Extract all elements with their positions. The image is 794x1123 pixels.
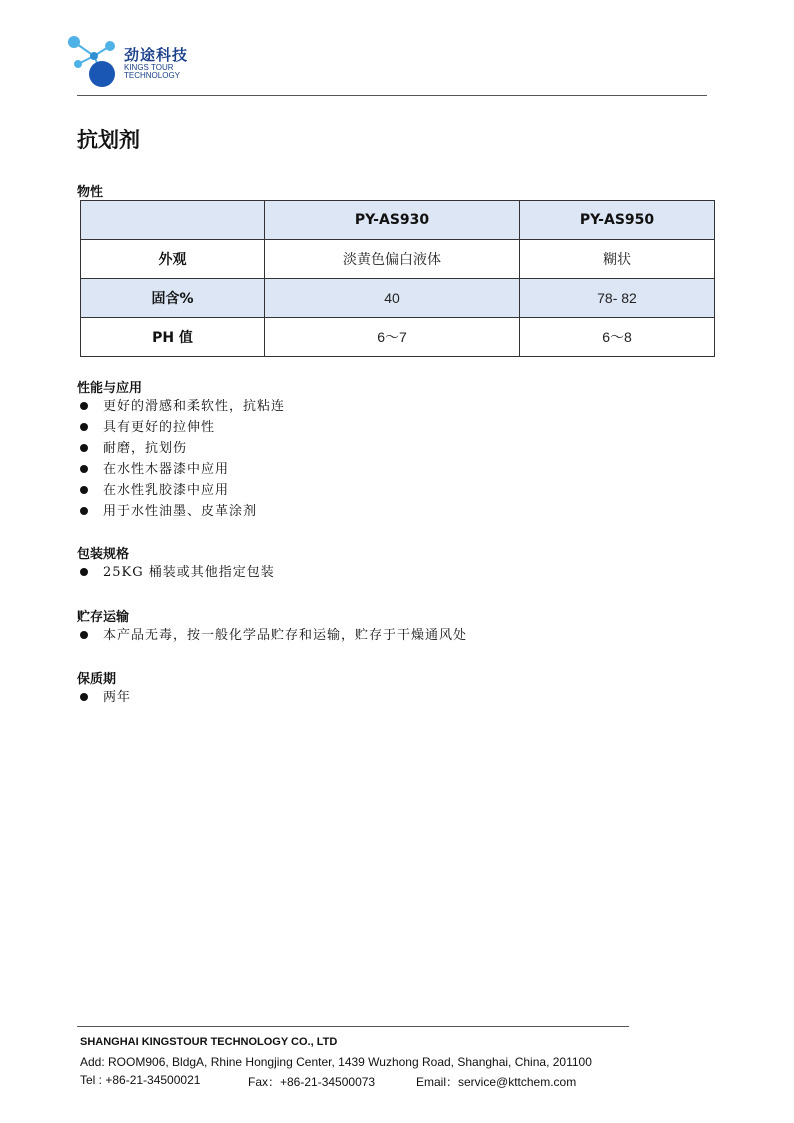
table-cell: 40 bbox=[265, 279, 520, 318]
row-label: PH 值 bbox=[81, 318, 265, 357]
table-header-cell: PY-AS930 bbox=[265, 201, 520, 240]
footer-address: Add: ROOM906, BldgA, Rhine Hongjing Center, 1439 Wuzhong Road, Shanghai, China, 201100 bbox=[80, 1055, 592, 1069]
page-title: 抗划剂 bbox=[77, 127, 140, 152]
footer-tel: Tel : +86-21-34500021 bbox=[80, 1073, 201, 1087]
list-item: 用于水性油墨、皮革涂剂 bbox=[77, 501, 285, 522]
performance-list bbox=[77, 396, 285, 522]
table-cell: 淡黄色偏白液体 bbox=[265, 240, 520, 279]
footer-company: SHANGHAI KINGSTOUR TECHNOLOGY CO., LTD bbox=[80, 1036, 338, 1048]
table-header-cell: PY-AS950 bbox=[520, 201, 715, 240]
row-label: 外观 bbox=[81, 240, 265, 279]
bullet-icon bbox=[80, 507, 88, 515]
bullet-icon bbox=[80, 631, 88, 639]
logo-name-en-line2: TECHNOLOGY bbox=[124, 71, 181, 80]
molecule-logo-icon bbox=[64, 32, 124, 88]
footer-divider bbox=[77, 1026, 629, 1027]
table-cell: 6～7 bbox=[265, 318, 520, 357]
footer-email: Email：service@kttchem.com bbox=[416, 1075, 577, 1089]
list-item: 在水性木器漆中应用 bbox=[77, 459, 285, 480]
logo-name-en-line1: KINGS TOUR bbox=[124, 63, 174, 72]
row-label: 固含% bbox=[81, 279, 265, 318]
list-item: 本产品无毒，按一般化学品贮存和运输，贮存于干燥通风处 bbox=[77, 625, 467, 646]
list-item: 具有更好的拉伸性 bbox=[77, 417, 285, 438]
shelf-life-heading: 保质期 bbox=[77, 672, 117, 687]
table-cell: 糊状 bbox=[520, 240, 715, 279]
table-row bbox=[81, 240, 715, 279]
bullet-icon bbox=[80, 423, 88, 431]
logo-name-cn: 劲途科技 bbox=[124, 46, 189, 64]
header-divider bbox=[77, 95, 707, 96]
performance-heading: 性能与应用 bbox=[77, 381, 143, 396]
properties-heading: 物性 bbox=[77, 185, 104, 200]
footer-fax: Fax：+86-21-34500073 bbox=[248, 1075, 376, 1089]
storage-heading: 贮存运输 bbox=[77, 610, 130, 625]
bullet-icon bbox=[80, 486, 88, 494]
list-item: 两年 bbox=[77, 687, 131, 708]
table-cell: 6～8 bbox=[520, 318, 715, 357]
list-item: 更好的滑感和柔软性，抗粘连 bbox=[77, 396, 285, 417]
bullet-icon bbox=[80, 568, 88, 576]
table-header-cell-empty bbox=[81, 201, 265, 240]
table-header-row bbox=[81, 201, 715, 240]
table-row bbox=[81, 318, 715, 357]
bullet-icon bbox=[80, 402, 88, 410]
table-row bbox=[81, 279, 715, 318]
list-item: 耐磨，抗划伤 bbox=[77, 438, 285, 459]
shelf-life-list bbox=[77, 687, 131, 708]
list-item: 在水性乳胶漆中应用 bbox=[77, 480, 285, 501]
logo-name-en bbox=[124, 64, 180, 80]
bullet-icon bbox=[80, 693, 88, 701]
bullet-icon bbox=[80, 444, 88, 452]
storage-list bbox=[77, 625, 467, 646]
list-item: 25KG 桶装或其他指定包装 bbox=[77, 562, 275, 583]
packaging-heading: 包装规格 bbox=[77, 547, 130, 562]
company-logo bbox=[64, 32, 204, 88]
table-cell: 78- 82 bbox=[520, 279, 715, 318]
properties-table bbox=[80, 200, 715, 357]
packaging-list bbox=[77, 562, 275, 583]
bullet-icon bbox=[80, 465, 88, 473]
